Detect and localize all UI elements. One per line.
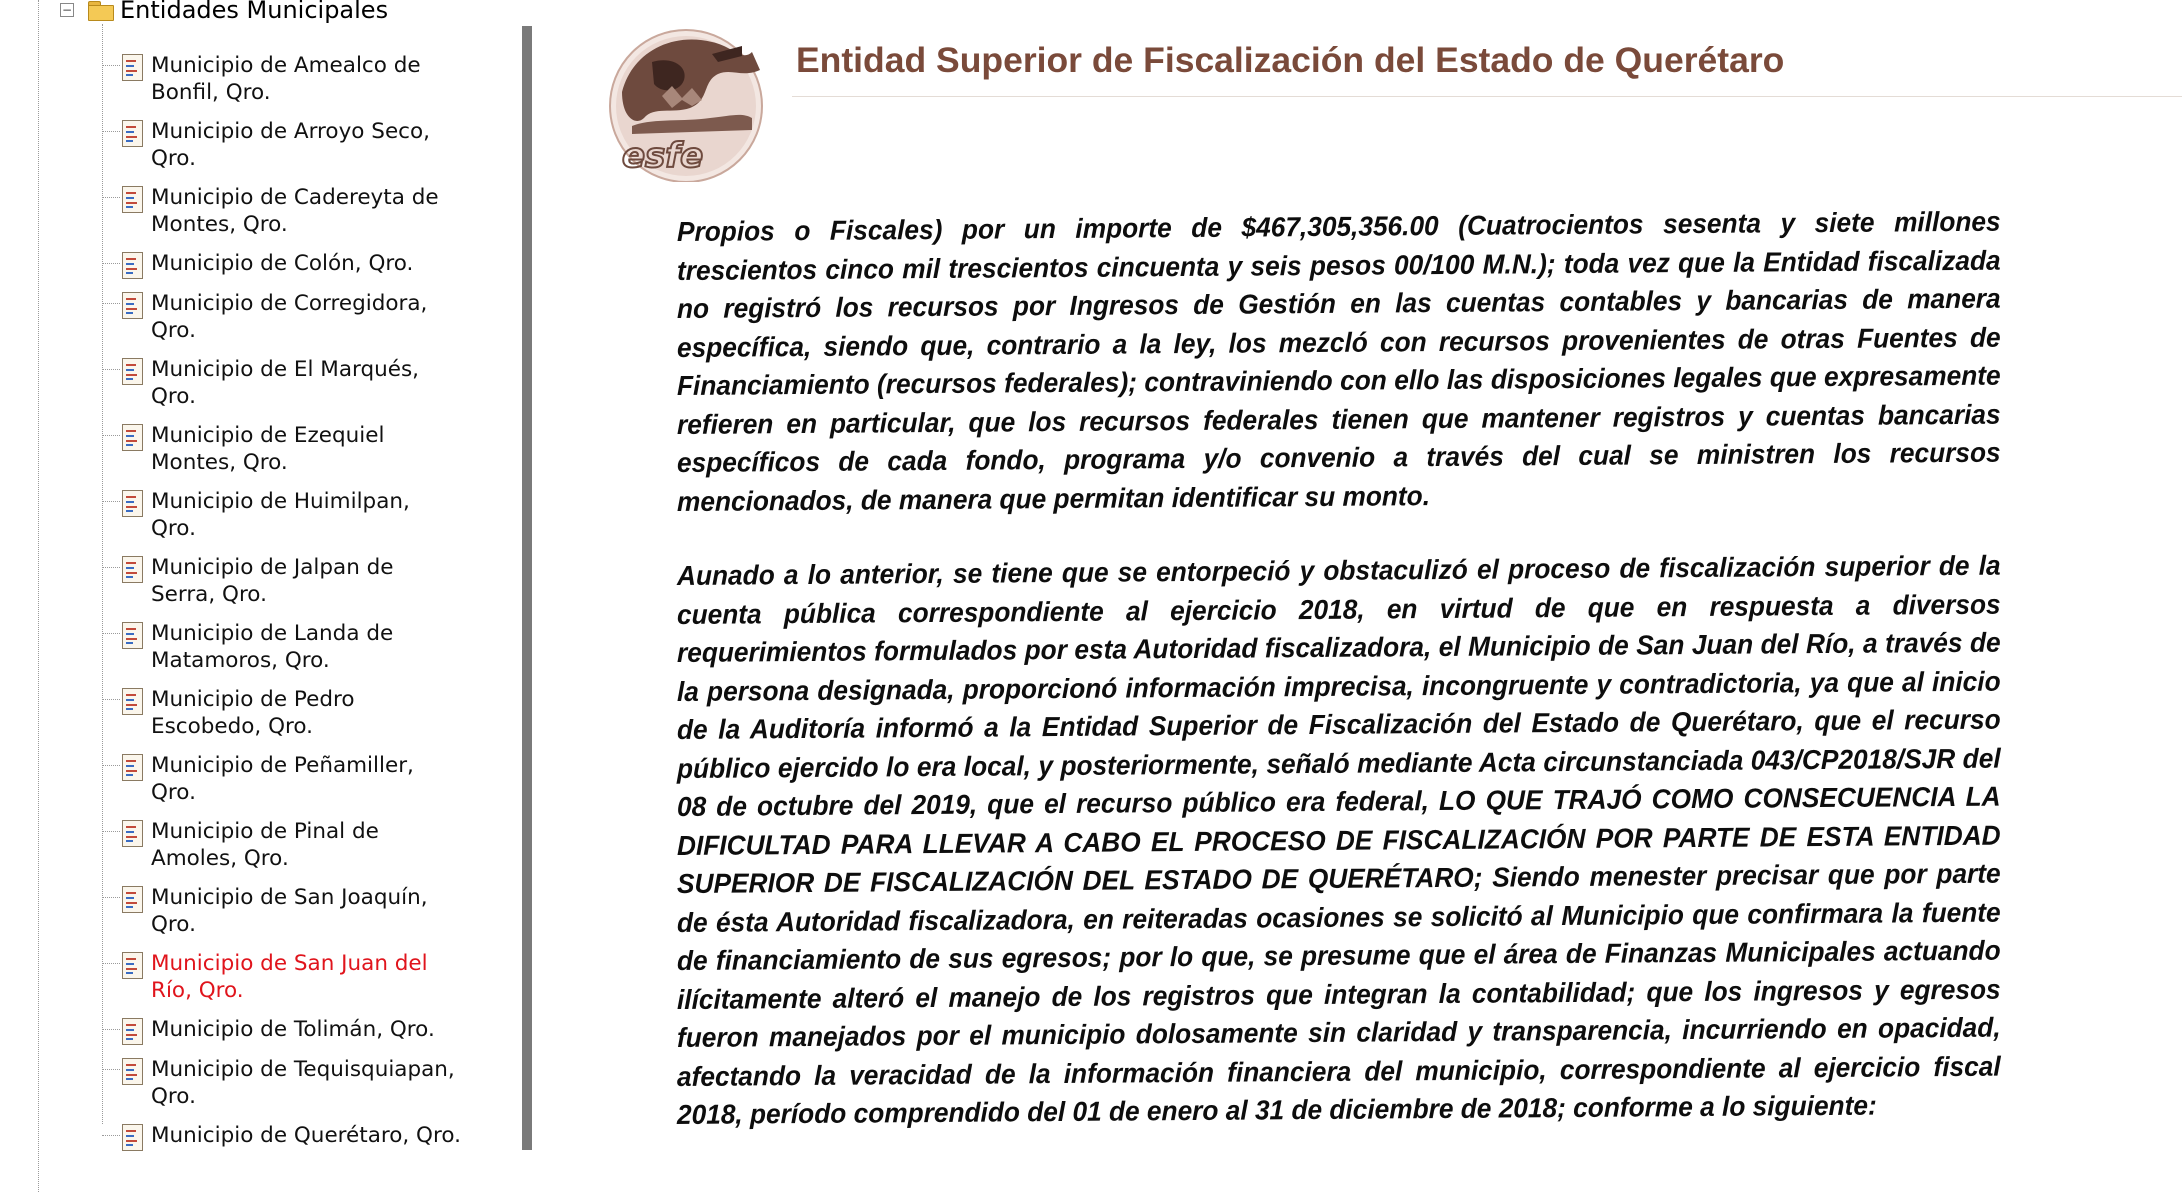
document-icon [122,54,143,81]
sidebar-tree [0,0,520,1192]
tree-guide-connector [102,963,120,964]
tree-guide-connector [102,633,120,634]
document-icon [122,252,143,279]
tree-item[interactable] [122,950,461,1004]
document-header [532,0,2182,190]
document-icon [122,754,143,781]
tree-item[interactable] [122,184,461,238]
tree-item[interactable] [122,620,461,674]
document-icon [122,1058,143,1085]
tree-guide-connector [102,131,120,132]
tree-guide-connector [102,567,120,568]
header-divider [792,96,2182,97]
document-icon [122,820,143,847]
document-paragraph-2: Aunado a lo anterior, se tiene que se entorpeció y obstaculizó el proceso de fiscalización superior de la cuenta pública correspondiente al ejercicio 2018, en virtud de que en respuesta a diversos requerimientos formulados por esta Autoridad fiscalizadora, el Municipio de San Juan del Río, a través de la persona designada, proporcionó información imprecisa, incongruente y contradictoria, ya que al inicio de la Auditoría informó a la Entidad Superior de Fiscalización del Estado de Querétaro, que el recurso público ejercido lo era local, y posteriormente, señaló mediante Acta circunstanciada 043/CP2018/SJR del 08 de octubre del 2019, que el recurso público era federal, LO QUE TRAJÓ COMO CONSECUENCIA LA DIFICULTAD PARA LLEVAR A CABO EL PROCESO DE FISCALIZACIÓN POR PARTE DE ESTA ENTIDAD SUPERIOR DE FISCALIZACIÓN DEL ESTADO DE QUERÉTARO; Siendo menester precisar que por parte de ésta Autoridad fiscalizadora, en reiteradas ocasiones se solicitó al Municipio que confirmara la fuente de financiamiento de sus egresos; por lo que, se presume que el área de Finanzas Municipales actuando ilícitamente alteró el manejo de los registros que integran la contabilidad; que los ingresos y egresos fueron manejados por el municipio dolosamente sin claridad y transparencia, incurriendo en opacidad, afectando la veracidad de la información financiera del municipio, correspondiente al ejercicio fiscal 2018, período comprendido del 01 de enero al 31 de diciembre de 2018; conforme a lo siguiente: [677,549,2001,1130]
folder-label: Entidades Municipales [120,0,389,24]
tree-guide-connector [102,501,120,502]
tree-item[interactable] [122,686,461,740]
tree-item-label: Municipio de Colón, Qro. [151,251,414,276]
tree-item-label: Municipio de Amealco de Bonfil, Qro. [151,53,421,105]
tree-item[interactable] [122,554,461,608]
tree-item-label: Municipio de Cadereyta de Montes, Qro. [151,185,439,237]
document-icon [122,886,143,913]
tree-item-label: Municipio de Jalpan de Serra, Qro. [151,555,394,607]
tree-guide-connector [102,263,120,264]
tree-item[interactable] [122,1016,461,1045]
tree-item-label: Municipio de San Juan del Río, Qro. [151,951,428,1003]
document-icon [122,622,143,649]
tree-item[interactable] [122,884,461,938]
document-icon [122,120,143,147]
folder-open-icon [88,1,114,19]
tree-guide-connector [102,1135,120,1136]
tree-guide-connector [102,831,120,832]
tree-item[interactable] [122,818,461,872]
tree-item-label: Municipio de San Joaquín, Qro. [151,885,428,937]
tree-item[interactable] [122,1122,461,1151]
document-viewer [532,0,2182,1192]
document-icon [122,490,143,517]
collapse-toggle-icon[interactable]: − [61,3,73,17]
tree-item[interactable] [122,752,461,806]
tree-guide-connector [102,1069,120,1070]
tree-item-label: Municipio de Pinal de Amoles, Qro. [151,819,379,871]
document-icon [122,1018,143,1045]
document-icon [122,292,143,319]
document-icon [122,424,143,451]
tree-item-label: Municipio de Tequisquiapan, Qro. [151,1057,455,1109]
tree-item[interactable] [122,52,461,106]
tree-guide-connector [102,897,120,898]
tree-item-label: Municipio de Ezequiel Montes, Qro. [151,423,385,475]
tree-guide-connector [102,65,120,66]
tree-guide-connector [102,369,120,370]
document-icon [122,952,143,979]
tree-item-label: Municipio de Corregidora, Qro. [151,291,428,343]
tree-item-label: Municipio de Landa de Matamoros, Qro. [151,621,394,673]
tree-item[interactable] [122,118,461,172]
tree-item-label: Municipio de Querétaro, Qro. [151,1123,461,1148]
emphasis-text: LO QUE TRAJÓ COMO CONSECUENCIA LA DIFICULTAD PARA LLEVAR A CABO EL PROCESO DE FISCALIZACIÓN POR PARTE DE ESTA ENTIDAD SUPERIOR DE FISCALIZACIÓN DEL ESTADO DE QUERÉTARO; [677,780,2001,899]
tree-item[interactable] [122,290,461,344]
tree-item-label: Municipio de Peñamiller, Qro. [151,753,414,805]
document-paragraph-1: Propios o Fiscales) por un importe de $467,305,356.00 (Cuatrocientos sesenta y siete millones trescientos cinco mil trescientos cincuenta y seis pesos 00/100 M.N.); toda vez que la Entidad fiscalizada no registró los recursos por Ingresos de Gestión en las cuentas contables y bancarias de manera específica, siendo que, contrario a la ley, los mezcló con recursos provenientes de otras Fuentes de Financiamiento (recursos federales); contraviniendo con ello las disposiciones legales que expresamente refieren en particular, que los recursos federales tienen que mantener registros y cuentas bancarias específicos de cada fondo, programa y/o convenio a través del cual se ministren los recursos mencionados, de manera que permitan identificar su monto. [677,205,2001,517]
tree-item[interactable] [122,422,461,476]
tree-item-label: Municipio de Tolimán, Qro. [151,1017,435,1042]
tree-item[interactable] [122,356,461,410]
pane-splitter[interactable] [522,26,532,1150]
tree-guide-connector [102,1029,120,1030]
tree-item[interactable] [122,250,461,279]
document-icon [122,688,143,715]
logo-wordmark: esfe [622,136,704,176]
tree-guide-branch [102,24,103,1124]
tree-item-label: Municipio de Huimilpan, Qro. [151,489,410,541]
tree-item-label: Municipio de Pedro Escobedo, Qro. [151,687,355,739]
tree-guide-root [38,0,39,1192]
tree-guide-connector [102,699,120,700]
document-icon [122,186,143,213]
document-icon [122,358,143,385]
tree-guide-connector [102,765,120,766]
tree-guide-connector [102,303,120,304]
tree-item[interactable] [122,1056,461,1110]
document-icon [122,556,143,583]
tree-guide-connector [102,197,120,198]
esfe-logo [592,22,776,182]
tree-guide-connector [102,435,120,436]
tree-item[interactable] [122,488,461,542]
tree-folder-node[interactable] [60,0,388,30]
tree-item-label: Municipio de El Marqués, Qro. [151,357,420,409]
tree-item-label: Municipio de Arroyo Seco, Qro. [151,119,430,171]
document-icon [122,1124,143,1151]
page-title: Entidad Superior de Fiscalización del Estado de Querétaro [796,40,1785,80]
